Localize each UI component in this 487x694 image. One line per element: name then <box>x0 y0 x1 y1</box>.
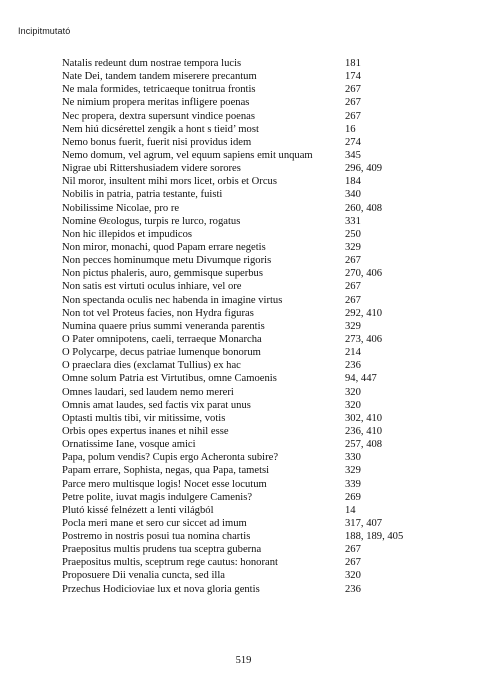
incipit-index-list <box>62 57 422 596</box>
incipit-text: Orbis opes expertus inanes et nihil esse <box>62 425 229 437</box>
page-references: 273, 406 <box>345 333 383 345</box>
index-entry <box>62 83 422 96</box>
index-entry <box>62 162 422 175</box>
page-references: 236 <box>345 583 361 595</box>
incipit-text: Optasti multis tibi, vir mitissime, votis <box>62 412 226 424</box>
index-entry <box>62 254 422 267</box>
index-entry <box>62 451 422 464</box>
incipit-text: Pocla meri mane et sero cur siccet ad imum <box>62 517 247 529</box>
page-references: 331 <box>345 215 361 227</box>
index-entry <box>62 517 422 530</box>
incipit-text: Non miror, monachi, quod Papam errare negetis <box>62 241 266 253</box>
page-references: 339 <box>345 478 361 490</box>
index-entry <box>62 399 422 412</box>
page-references: 345 <box>345 149 361 161</box>
incipit-text: Przechus Hodicioviae lux et nova gloria gentis <box>62 583 260 595</box>
index-entry <box>62 307 422 320</box>
incipit-text: Non satis est virtuti oculus inhiare, vel ore <box>62 281 242 293</box>
index-entry <box>62 583 422 596</box>
page-references: 267 <box>345 97 361 109</box>
running-head: Incipitmutató <box>18 26 71 36</box>
incipit-text: Praepositus multis, sceptrum rege cautus: honorant <box>62 557 278 569</box>
incipit-text: Numina quaere prius summi veneranda parentis <box>62 320 265 332</box>
page-references: 236 <box>345 360 361 372</box>
index-entry <box>62 491 422 504</box>
incipit-text: Natalis redeunt dum nostrae tempora lucis <box>62 58 242 69</box>
incipit-text: Omne solum Patria est Virtutibus, omne Camoenis <box>62 373 277 385</box>
index-entry <box>62 569 422 582</box>
page-references: 292, 410 <box>345 307 383 319</box>
incipit-text: Proposuere Dii venalia cuncta, sed illa <box>62 570 225 582</box>
index-entry <box>62 123 422 136</box>
page-references: 329 <box>345 465 361 477</box>
index-entry <box>62 96 422 109</box>
incipit-text: Postremo in nostris posui tua nomina chartis <box>62 531 251 543</box>
incipit-text: O Pater omnipotens, caeli, terraeque Monarcha <box>62 333 262 345</box>
page-references: 267 <box>345 255 361 267</box>
page-references: 267 <box>345 544 361 556</box>
incipit-text: Petre polite, iuvat magis indulgere Camenis? <box>62 491 253 503</box>
index-entry <box>62 267 422 280</box>
index-entry <box>62 70 422 83</box>
incipit-text: Nem hiú dicsérettel zengik a hont s tieid’ most <box>62 123 259 135</box>
incipit-text: Ne nimium propera meritas infligere poenas <box>62 97 250 109</box>
page-references: 320 <box>345 570 361 582</box>
index-entry <box>62 320 422 333</box>
index-entry <box>62 425 422 438</box>
index-entry <box>62 543 422 556</box>
page-references: 214 <box>345 347 361 359</box>
page-references: 174 <box>345 71 361 83</box>
incipit-text: Ornatissime Iane, vosque amici <box>62 439 196 451</box>
incipit-text: O Polycarpe, decus patriae lumenque bonorum <box>62 347 261 359</box>
index-entry <box>62 478 422 491</box>
page-references: 260, 408 <box>345 202 383 214</box>
page-references: 257, 408 <box>345 439 383 451</box>
page-references: 267 <box>345 110 361 122</box>
incipit-text: Parce mero multisque logis! Nocet esse locutum <box>62 478 267 490</box>
incipit-text: Praepositus multis prudens tua sceptra guberna <box>62 544 262 556</box>
index-entry <box>62 556 422 569</box>
index-entry <box>62 372 422 385</box>
index-entry <box>62 188 422 201</box>
page-references: 296, 409 <box>345 163 383 175</box>
page-references: 267 <box>345 84 361 96</box>
page-references: 270, 406 <box>345 268 383 280</box>
index-entry <box>62 346 422 359</box>
page-references: 330 <box>345 452 361 464</box>
index-entry <box>62 504 422 517</box>
incipit-text: Omnes laudari, sed laudem nemo mereri <box>62 386 234 398</box>
page-references: 340 <box>345 189 361 201</box>
incipit-text: Ne mala formides, tetricaeque tonitrua frontis <box>62 84 256 96</box>
page-references: 302, 410 <box>345 412 383 424</box>
page-references: 329 <box>345 320 361 332</box>
index-entry <box>62 530 422 543</box>
incipit-text: Nemo bonus fuerit, fuerit nisi providus idem <box>62 136 252 148</box>
page-references: 274 <box>345 136 361 148</box>
incipit-text: Non pecces hominumque metu Divumque rigoris <box>62 255 272 267</box>
incipit-text: Non tot vel Proteus facies, non Hydra figuras <box>62 307 254 319</box>
incipit-text: Nil moror, insultent mihi mors licet, orbis et Orcus <box>62 176 277 188</box>
page-references: 269 <box>345 491 361 503</box>
page-references: 267 <box>345 557 361 569</box>
incipit-text: Omnis amat laudes, sed factis vix parat unus <box>62 399 251 411</box>
page-references: 320 <box>345 386 361 398</box>
incipit-text: Nate Dei, tandem tandem miserere precantum <box>62 71 257 83</box>
index-entry <box>62 228 422 241</box>
index-entry <box>62 110 422 123</box>
incipit-text: Papa, polum vendis? Cupis ergo Acheronta subire? <box>62 452 279 464</box>
incipit-text: Non spectanda oculis nec habenda in imagine virtus <box>62 294 283 306</box>
page-references: 267 <box>345 281 361 293</box>
page-references: 236, 410 <box>345 425 383 437</box>
page-references: 188, 189, 405 <box>345 531 404 543</box>
page-references: 14 <box>345 504 356 516</box>
incipit-text: Nomine Θεologus, turpis re lurco, rogatus <box>62 215 241 227</box>
page-number: 519 <box>235 655 252 666</box>
index-entry <box>62 175 422 188</box>
page-references: 181 <box>345 58 361 69</box>
incipit-text: Nobilissime Nicolae, pro re <box>62 202 180 214</box>
page-references: 16 <box>345 123 356 135</box>
incipit-text: Nigrae ubi Rittershusiadem videre sorores <box>62 163 241 175</box>
index-entry <box>62 57 422 70</box>
index-entry <box>62 294 422 307</box>
index-entry <box>62 359 422 372</box>
incipit-text: Nemo domum, vel agrum, vel equum sapiens emit unquam <box>62 149 313 161</box>
index-entry <box>62 438 422 451</box>
incipit-text: O praeclara dies (exclamat Tullius) ex hac <box>62 360 241 372</box>
index-entry <box>62 333 422 346</box>
index-entry <box>62 202 422 215</box>
page-references: 317, 407 <box>345 517 383 529</box>
incipit-text: Plutó kissé felnézett a lenti világból <box>62 504 214 516</box>
index-entry <box>62 280 422 293</box>
incipit-text: Papam errare, Sophista, negas, qua Papa, tametsi <box>62 465 270 477</box>
incipit-text: Non pictus phaleris, auro, gemmisque superbus <box>62 268 263 280</box>
index-entry <box>62 215 422 228</box>
index-entry <box>62 386 422 399</box>
incipit-text: Nec propera, dextra supersunt vindice poenas <box>62 110 255 122</box>
index-entry <box>62 149 422 162</box>
index-entry <box>62 136 422 149</box>
page-references: 329 <box>345 241 361 253</box>
index-entry <box>62 412 422 425</box>
page-references: 94, 447 <box>345 373 377 385</box>
incipit-text: Non hic illepidos et impudicos <box>62 228 193 240</box>
page-references: 320 <box>345 399 361 411</box>
index-entry <box>62 241 422 254</box>
incipit-text: Nobilis in patria, patria testante, fuisti <box>62 189 223 201</box>
page-references: 250 <box>345 228 361 240</box>
page-references: 184 <box>345 176 361 188</box>
index-entry <box>62 464 422 477</box>
page-references: 267 <box>345 294 361 306</box>
